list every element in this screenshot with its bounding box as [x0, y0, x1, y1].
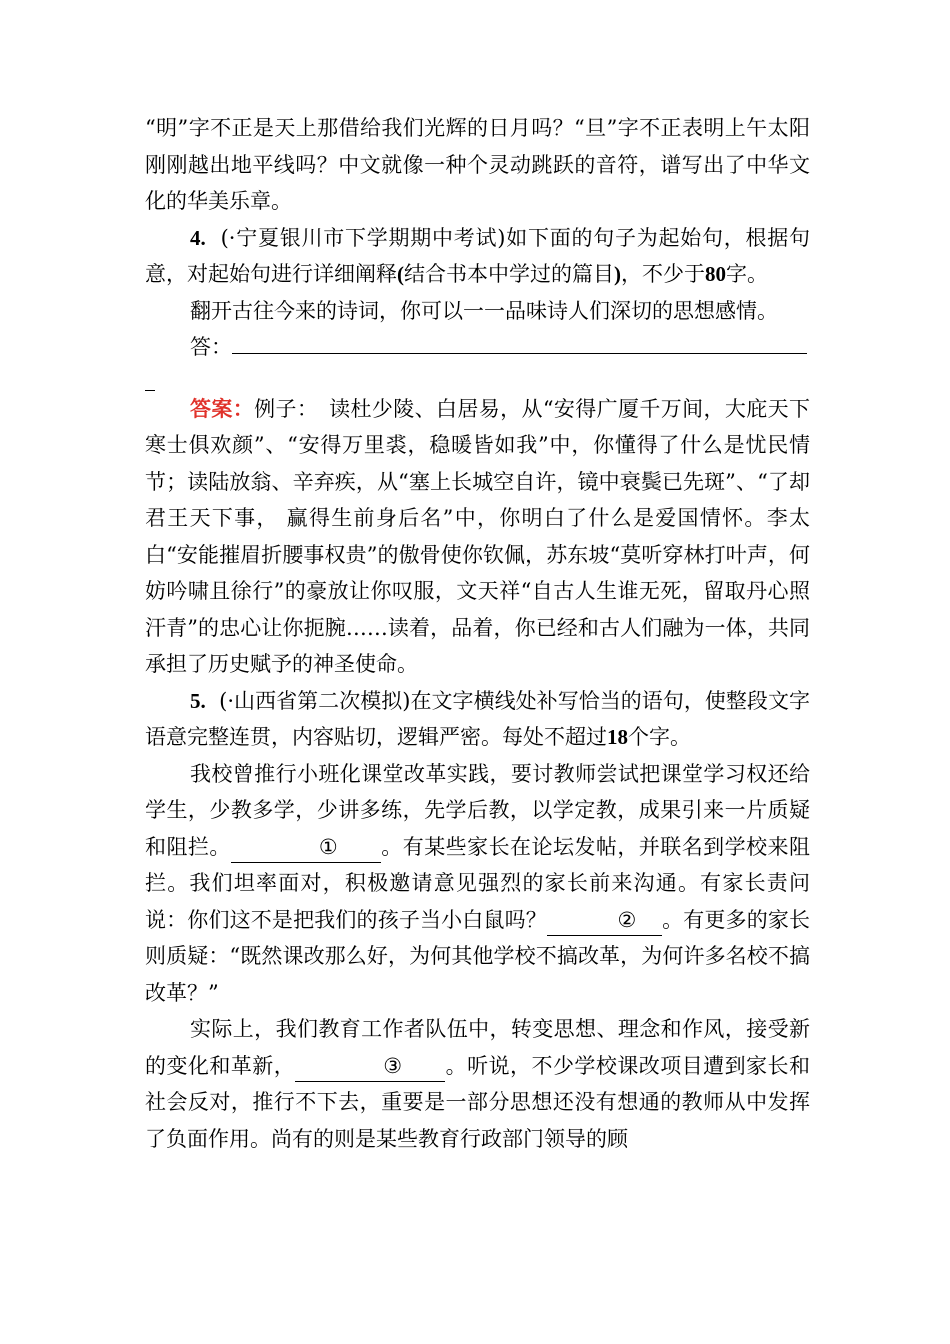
question-4-number: 4.: [190, 225, 206, 250]
question-4: [145, 220, 810, 293]
question-5-text-a: 在文字横线处补写恰当的语句，使整段文字语意完整连贯，内容贴切，逻辑严密。每处不超过: [145, 688, 810, 749]
answer-line-tail: [145, 366, 155, 391]
answer-prompt-label: 答：: [190, 335, 232, 359]
answer-line-row: [145, 329, 810, 366]
question-4-paren-text: 结合书本中学过的篇目: [404, 262, 614, 286]
question-4-source: (·宁夏银川市下学期期中考试): [220, 225, 506, 250]
question-4-paren-open: (: [397, 262, 404, 286]
fill-blank-2[interactable]: ②: [547, 905, 662, 936]
q5-p1-part-b: 。有某些家长在论坛发帖，并联名到学校来阻拦。我们坦率面对，积极邀请意见强烈的家长前来沟通。有家长责问说：你们这不是把我们的孩子当小白鼠吗？: [145, 834, 811, 932]
q5-p1-part-a: 我校曾推行小班化课堂改革实践，要讨教师尝试把课堂学习权还给学生，少教多学，少讲多练，先学后教，以学定教，成果引来一片质疑和阻拦。: [145, 761, 810, 859]
document-page: [145, 110, 810, 1157]
question-4-count: 80: [705, 262, 726, 286]
intro-paragraph: “明”字不正是天上那借给我们光辉的日月吗？“旦”字不正表明上午太阳刚刚越出地平线吗？中文就像一种个灵动跳跃的音符，谱写出了中华文化的华美乐章。: [145, 116, 810, 213]
question-5-number: 5.: [190, 688, 206, 713]
start-sentence: 翻开古往今来的诗词，你可以一一品味诗人们深切的思想感情。: [190, 298, 778, 323]
question-5-paragraph-1: [145, 756, 810, 1012]
question-4-text-a: 如下面的句子为起始句，根据句意，对起始句进行详细阐释: [145, 225, 811, 286]
answer-label: 答案：: [190, 395, 255, 421]
question-5-source: (·山西省第二次模拟): [219, 688, 411, 713]
question-5-text-b: 个字。: [628, 725, 691, 749]
q5-p2-part-b: 。听说，不少学校课改项目遭到家长和社会反对，推行不下去，重要是一部分思想还没有想通的教师从中发挥了负面作用。尚有的则是某些教育行政部门领导的顾: [145, 1053, 811, 1151]
model-answer: [145, 391, 810, 683]
q5-p2-part-a: 实际上，我们教育工作者队伍中，转变思想、理念和作风，接受新的变化和革新，: [145, 1017, 810, 1078]
answer-blank-line[interactable]: [232, 329, 807, 354]
question-4-text-c: 字。: [726, 262, 768, 286]
answer-text: 例子： 读杜少陵、白居易，从“安得广厦千万间，大庇天下寒士俱欢颜”、“安得万里裘，稳暖皆如我”中，你懂得了什么是忧民情节；读陆放翁、辛弃疾，从“塞上长城空自许，镜中衰鬓已先斑”、“了却君王天下事， 赢得生前身后名”中，你明白了什么是爱国情怀。李太白“安能摧眉折腰事权贵”的傲骨使你钦佩，苏东坡“莫听穿林打叶声，何妨吟啸且徐行”的豪放让你叹服，文天祥“自古人生谁无死，留取丹心照汗青”的忠心让你扼腕……读着，品着，你已经和古人们融为一体，共同承担了历史赋予的神圣使命。: [145, 396, 811, 676]
question-4-text-b: ，不少于: [621, 262, 705, 286]
question-5-count: 18: [607, 725, 628, 749]
q5-p1-part-c: 。有更多的家长则质疑：“既然课改那么好，为何其他学校不搞改革，为何许多名校不搞改革？”: [145, 907, 810, 1005]
question-5-paragraph-2: [145, 1011, 810, 1157]
question-5: [145, 683, 810, 756]
fill-blank-1[interactable]: ①: [231, 832, 381, 863]
question-4-paren-close: ): [614, 262, 621, 286]
fill-blank-3[interactable]: ③: [295, 1051, 445, 1082]
